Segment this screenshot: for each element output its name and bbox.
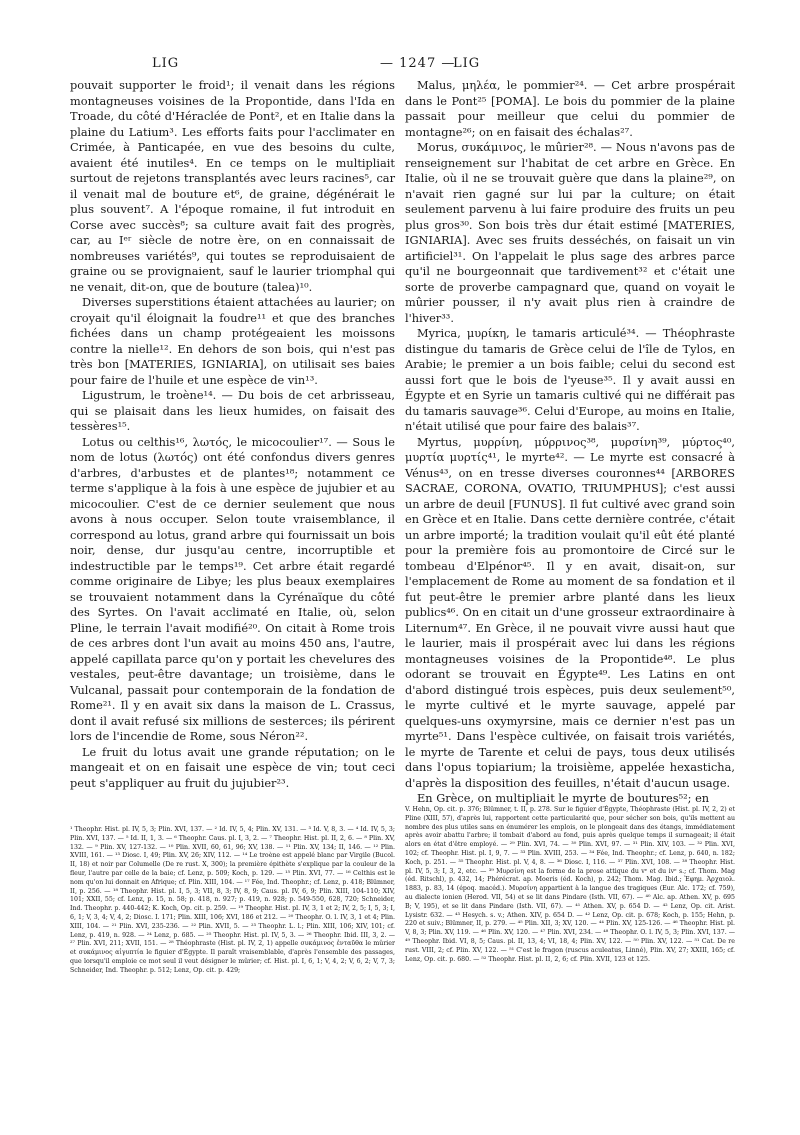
running-head-left: LIG xyxy=(152,56,180,71)
paragraph-lotus: Lotus ou celthis¹⁶, λωτός, le micocoulier¹⁷. — Sous le nom de lotus (λωτός) ont été confondus divers genres d'arbres, d'arbustes et de plantes¹⁸; notamment ce terme s'applique à la fois à une espèce de jujubier et au micocoulier. C'est de ce dernier seulement que nous avons à nous occuper. Selon toute vraisemblance, il correspond au lotus, grand arbre qui fournissait un bois noir, dense, dur jusqu'au centre, incorruptible et indestructible par le temps¹⁹. Cet arbre était regardé comme originaire de Libye; les plus beaux exemplaires se trouvaient notamment dans la Cyrénaïque du côté des Syrtes. On l'avait acclimaté en Italie, où, selon Pline, le terrain l'avait modifié²⁰. On citait à Rome trois de ces arbres dont l'un avait au moins 450 ans, l'autre, appelé capillata parce qu'on y portait les chevelures des vestales, peut-être davantage; un troisième, dans le Vulcanal, passait pour contemporain de la fondation de Rome²¹. Il y en avait six dans la maison de L. Crassus, dont il avait refusé six millions de sesterces; ils périrent lors de l'incendie de Rome, sous Néron²². xyxy=(70,434,395,743)
paragraph-myrica: Myrica, μυρίκη, le tamaris articulé³⁴. — Théophraste distingue du tamaris de Grèce celui de l'île de Tylos, en Arabie; le premier a un bois faible; celui du second est aussi fort que le bois de l'yeuse³⁵. Il y avait aussi en Égypte et en Syrie un tamaris cultivé qui ne différait pas du tamaris sauvage³⁶. Celui d'Europe, au moins en Italie, n'était utilisé que pour faire des balais³⁷. xyxy=(405,326,735,433)
paragraph-laurier-superstitions: Diverses superstitions étaient attachées au laurier; on croyait qu'il éloignait la foudre¹¹ et que des branches fichées dans un champ protégeaient les moissons contre la nielle¹². En dehors de son bois, qui n'est pas très bon [MATERIES, IGNIARIA], on utilisait ses baies pour faire de l'huile et une espèce de vin¹³. xyxy=(70,295,395,387)
right-column xyxy=(405,78,735,807)
paragraph-morus: Morus, συκάμινος, le mûrier²⁸. — Nous n'avons pas de renseignement sur l'habitat de cet arbre en Grèce. En Italie, où il ne se trouvait guère que dans la plaine²⁹, on n'avait rien gagné sur lui par la culture; on était seulement parvenu à lui faire produire des fruits un peu plus gros³⁰. Son bois très dur était estimé [MATERIES, IGNIARIA]. Avec ses fruits desséchés, on faisait un vin artificiel³¹. On l'appelait le plus sage des arbres parce qu'il ne bourgeonnait que tardivement³² et c'était une sorte de proverbe campagnard que, quand on voyait le mûrier pousser, il n'y avait plus rien à craindre de l'hiver³³. xyxy=(405,140,735,325)
paragraph-myrtus: Myrtus, μυρρίνη, μύρρινος³⁸, μυρσίνη³⁹, μύρτος⁴⁰, μυρτία μυρτίς⁴¹, le myrte⁴². — Le myrte est consacré à Vénus⁴³, on en tresse diverses couronnes⁴⁴ [ARBORES SACRAE, CORONA, OVATIO, TRIUMPHUS]; c'est aussi un arbre de deuil [FUNUS]. Il fut cultivé avec grand soin en Grèce et en Italie. Dans cette dernière contrée, c'était un arbre importé; la tradition voulait qu'il eût été planté pour la première fois au promontoire de Circé sur le tombeau d'Elpénor⁴⁵. Il y en avait, disait-on, sur l'emplacement de Rome au moment de sa fondation et il fut peut-être le premier arbre planté dans les lieux publics⁴⁶. On en citait un d'une grosseur extraordinaire à Liternum⁴⁷. En Grèce, il ne pouvait vivre aussi haut que le laurier, mais il prospérait avec lui dans les régions montagneuses voisines de la Propontide⁴⁸. Le plus odorant se trouvait en Égypte⁴⁹. Les Latins en ont d'abord distingué trois espèces, puis deux seulement⁵⁰, le myrte cultivé et le myrte sauvage, appelé par quelques-uns oxymyrsine, mais ce dernier n'est pas un myrte⁵¹. Dans l'espèce cultivée, on faisait trois variétés, le myrte de Tarente et celui de pays, tous deux utilisés dans l'opus topiarium; la troisième, appelée hexasticha, d'après la disposition des feuilles, n'était d'aucun usage. xyxy=(405,434,735,790)
paragraph-ligustrum: Ligustrum, le troène¹⁴. — Du bois de cet arbrisseau, qui se plaisait dans les lieux humides, on faisait des tessères¹⁵. xyxy=(70,388,395,433)
paragraph-malus: Malus, μηλέα, le pommier²⁴. — Cet arbre prospérait dans le Pont²⁵ [POMA]. Le bois du pommier de la plaine passait pour meilleur que celui du pommier de montagne²⁶; on en faisait des échalas²⁷. xyxy=(405,78,735,139)
page-number: — 1247 — xyxy=(380,56,456,71)
footnote-block: V. Hehn, Op. cit. p. 376; Blümner, t. II, p. 278. Sur le figuier d'Égypte, Théophraste (Hist. pl. IV, 2, 2) et Pline (XIII, 57), d'après lui, rapportent cette particularité que, pour sécher son bois, qu'ils mettent au nombre des plus utiles sans en énumérer les emplois, on le plongeait dans des étangs, immédiatement après avoir abattu l'arbre; il tombait d'abord au fond, puis après quelque temps il surnageait; il était alors en état d'être employé. — ²⁹ Plin. XVI, 74. — ³⁰ Plin. XVI, 97. — ³¹ Plin. XIV, 103. — ³² Plin. XVI, 102; cf. Theophr. Hist. pl. I, 9, 7. — ³³ Plin. XVIII, 253. — ³⁴ Fée, Ind. Theophr.; cf. Lenz, p. 640, n. 182; Koch, p. 251. — ³⁵ Theophr. Hist. pl. V, 4, 8. — ³⁶ Diosc. I, 116. — ³⁷ Plin. XVI, 108. — ³⁸ Theophr. Hist. pl. IV, 5, 3; I, 3, 2, etc. — ³⁹ Μυρσίνη est la forme de la prose attique du vᵉ et du ivᵉ s.; cf. Thom. Mag (éd. Ritschl), p. 432, 14; Phérécrat. ap. Moeris (éd. Koch), p. 242; Thom. Mag. Ibid.; Ἐφημ. Ἀρχαιολ. 1883, p. 83, 14 (époq. macéd.). Μυρσίνη appartient à la langue des tragiques (Eur. Alc. 172; cf. 759), au dialecte ionien (Herod. VII, 54) et se lit dans Pindare (Isth. VII, 67). — ⁴⁰ Alc. ap. Athen. XV, p. 695 B; V, 195), et se lit dans Pindare (Isth. VII, 67). — ⁴¹ Athen. XV, p. 654 D. — ⁴² Lenz, Op. cit. Arist. Lysistr. 632. — ⁴³ Hesych. s. v.; Athen. XIV, p. 654 D. — ⁴² Lenz, Op. cit. p. 678; Koch, p. 155; Hehn, p. 220 et suiv.; Blümner, II, p. 279. — ⁴⁵ Plin. XII, 3; XV, 120. — ⁴⁴ Plin. XV, 125-126. — ⁴⁶ Theophr. Hist. pl. V, 8, 3; Plin. XV, 119. — ⁴⁶ Plin. XV, 120. — ⁴⁷ Plin. XVI, 234. — ⁴⁸ Theophr. O. l. IV, 5, 3; Plin. XVI, 137. — ⁴⁹ Theophr. Ibid. VI, 8, 5; Caus. pl. II, 13, 4; VI, 18, 4; Plin. XV, 122. — ⁵⁰ Plin. XV, 122. — ⁵¹ Cat. De re rust. VIII, 2; cf. Plin. XV, 122. — ⁵¹ C'est le fragon (ruscus aculeatus, Linné), Plin. XV, 27; XXIII, 165; cf. Lenz, Op. cit. p. 680. — ⁵² Theophr. Hist. pl. II, 2, 6; cf. Plin. XVII, 123 et 125. xyxy=(405,806,735,963)
paragraph-myrtus-culture: En Grèce, on multipliait le myrte de boutures⁵²; en xyxy=(417,791,710,805)
paragraph-laurier-culture: pouvait supporter le froid¹; il venait dans les régions montagneuses voisines de la Propontide, dans l'Ida en Troade, du côté d'Héraclée de Pont², et en Italie dans la plaine du Latium³. Les efforts faits pour l'acclimater en Crimée, à Panticapée, en vue des besoins du culte, avaient été inutiles⁴. En ce temps on le multipliait surtout de rejetons transplantés avec leurs racines⁵, car il venait mal de bouture et⁶, de graine, dégénérait le plus souvent⁷. A l'époque romaine, il fut introduit en Corse avec succès⁸; sa culture avait fait des progrès, car, au Iᵉʳ siècle de notre ère, on en connaissait de nombreuses variétés⁹, qui toutes se reproduisaient de graine ou se provignaient, sauf le laurier triomphal qui ne venait, dit-on, que de bouture (talea)¹⁰. xyxy=(70,78,395,294)
left-column xyxy=(70,78,395,791)
running-head-right: LIG xyxy=(453,56,481,71)
footnotes-right xyxy=(405,806,735,964)
footnote-block: ¹ Theophr. Hist. pl. IV, 5, 3; Plin. XVI, 137. — ² Id. IV, 5, 4; Plin. XV, 131. — ³ Id. V, 8, 3. — ⁴ Id. IV, 5, 3; Plin. XVI, 137. — ⁵ Id. II, 1, 3. — ⁶ Theophr. Caus. pl. I, 3, 2. — ⁷ Theophr. Hist. pl. II, 2, 6. — ⁸ Plin. XV, 132. — ⁹ Plin. XV, 127-132. — ¹⁰ Plin. XVII, 60, 61, 96; XV, 138. — ¹¹ Plin. XV, 134; II, 146. — ¹² Plin. XVIII, 161. — ¹³ Diosc. I, 49; Plin. XV, 26; XIV, 112. — ¹⁴ Le troène est appelé blanc par Virgile (Bucol. II, 18) et noir par Columelle (De re rust. X, 300); la première épithète s'explique par la couleur de la fleur, l'autre par celle de la baie; cf. Lenz, p. 509; Koch, p. 129. — ¹⁵ Plin. XVI, 77. — ¹⁶ Celthis est le nom qu'on lui donnait en Afrique; cf. Plin. XIII, 104. — ¹⁷ Fée, Ind. Theophr.; cf. Lenz, p. 418; Blümner, II, p. 256. — ¹⁸ Theophr. Hist. pl. I, 5, 3; VII, 8, 3; IV, 8, 9; Caus. pl. IV, 6, 9; Plin. XIII, 104-110; XIV, 101; XXII, 55; cf. Lenz, p. 15, n. 58; p. 418, n. 927; p. 419, n. 928; p. 549-550, 628, 720; Schneider, Ind. Theophr. p. 440-442; K. Koch, Op. cit. p. 259. — ¹⁹ Theophr. Hist. pl. IV, 3, 1 et 2; IV, 2, 5; I, 5, 3; I, 6, 1; V, 3, 4; V, 4, 2; Diosc. I. 171; Plin. XIII, 106; XVI, 186 et 212. — ²⁰ Theophr. O. l. IV, 3, 1 et 4; Plin. XIII, 104. — ²¹ Plin. XVI, 235-236. — ²² Plin. XVII, 5. — ²³ Theophr. L. l.; Plin. XIII, 106; XIV, 101; cf. Lenz, p. 419, n. 928. — ²⁴ Lenz, p. 685. — ²⁵ Theophr. Hist. pl. IV, 5, 3. — ²⁶ Theophr. Ibid. III, 3, 2. — ²⁷ Plin. XVI, 211; XVII, 151. — ²⁸ Théophraste (Hist. pl. IV, 2, 1) appelle συκάμινος ἐνταῦθα le mûrier et συκάμινος αἰγυπτία le figuier d'Égypte. Il paraît vraisemblable, d'après l'ensemble des passages, que lorsqu'il emploie ce mot seul il veut désigner le mûrier; cf. Hist. pl. I, 6, 1; V, 4, 2; V, 6, 2; V, 7, 3; Schneider, Ind. Theophr. p. 512; Lenz, Op. cit. p. 429; xyxy=(70,826,395,974)
footnotes-left xyxy=(70,826,395,976)
paragraph-lotus-fruit: Le fruit du lotus avait une grande réputation; on le mangeait et on en faisait une espèce de vin; tout ceci peut s'appliquer au fruit du jujubier²³. xyxy=(70,744,395,790)
